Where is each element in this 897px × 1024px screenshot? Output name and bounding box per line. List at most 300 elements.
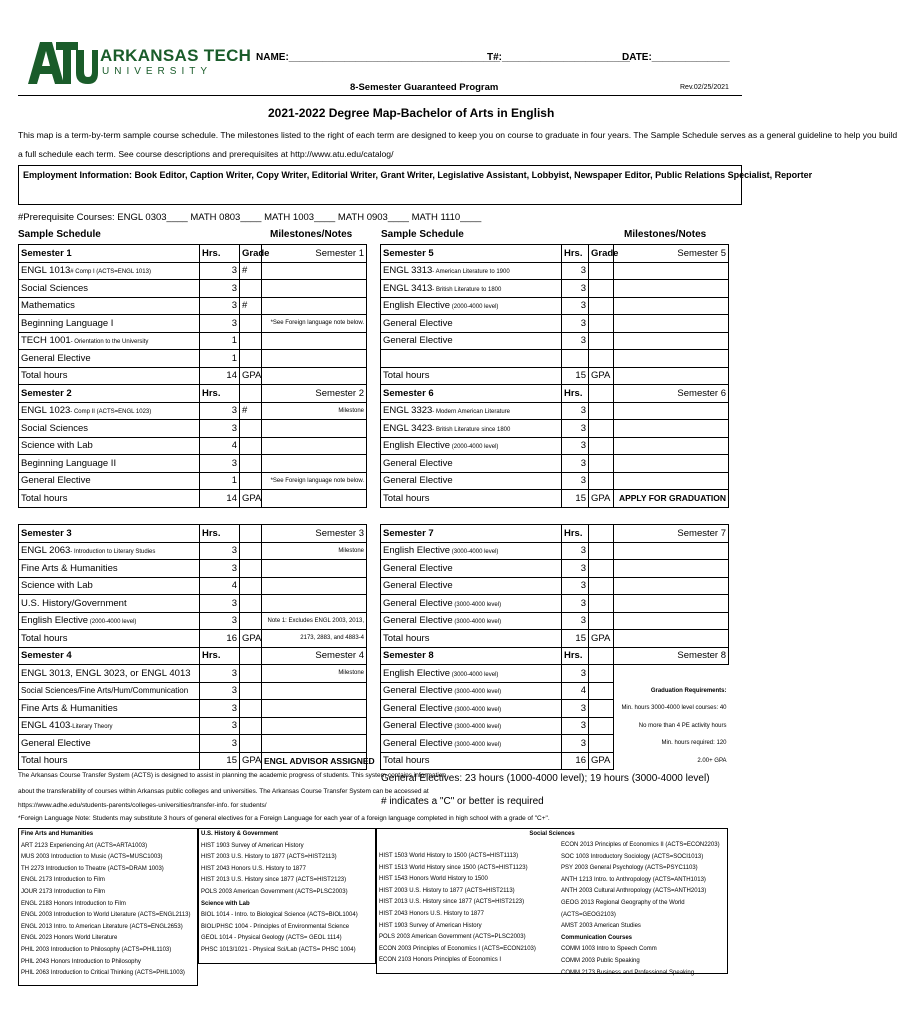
fah-items-2: TH 2273 Introduction to Theatre (ACTS=DRAM 1003): [21, 865, 164, 872]
table-row: [19, 280, 367, 298]
s6-rows-3-c: General Elective: [383, 457, 453, 469]
ush-items-2: HIST 2043 Honors U.S. History to 1877: [201, 865, 306, 872]
semester-7-total: [381, 630, 729, 648]
s6-rows-3-h: 3: [562, 455, 589, 473]
s1-rows-4-g: [240, 332, 262, 350]
s1-rows-1-g: [240, 280, 262, 298]
s2-rows-4-g: [240, 472, 262, 490]
ss-comm_head: Communication Courses: [561, 934, 633, 941]
atu-logo-mark: [26, 36, 98, 86]
s4-rows-4-n: [262, 735, 367, 753]
s4-rows-0-h: 3: [200, 665, 240, 683]
s2-total: 14: [200, 490, 240, 508]
s2-ms: Semester 2: [262, 385, 367, 403]
labels-total_hours: Total hours: [19, 630, 200, 648]
labels-gpa: GPA: [589, 752, 614, 770]
grade-legend: # indicates a "C" or better is required: [381, 796, 544, 807]
s8-rows-2-n: Min. hours 3000-4000 level courses: 40: [621, 705, 727, 712]
s3-rows-0-h: 3: [200, 542, 240, 560]
ush-items-0: HIST 1903 Survey of American History: [201, 842, 304, 849]
schedule-table-left: [18, 244, 375, 770]
table-row: [381, 280, 729, 298]
s5-rows-0-s: - American Literature to 1900: [432, 269, 510, 276]
s3-total: 16: [200, 630, 240, 648]
semester-6-header: [381, 385, 729, 403]
fah-items-10: PHIL 2043 Honors Introduction to Philosophy: [21, 958, 141, 965]
ss-left-8: ECON 2003 Principles of Economics I (ACTS=ECON2103): [379, 945, 536, 952]
ss-head: Social Sciences: [529, 831, 575, 837]
s8-rows-4-n: Min. hours required: 120: [661, 740, 727, 747]
s4-total: 15: [200, 752, 240, 770]
s1-rows-5-n: [262, 350, 367, 368]
s6-rows-1-h: 3: [562, 420, 589, 438]
s2-rows-1-h: 3: [200, 420, 240, 438]
table-row: [19, 682, 367, 700]
semester-2-title: Semester 2: [19, 385, 200, 403]
s4-rows-3-s: -Literary Theory: [70, 724, 113, 731]
table-row: [19, 717, 367, 735]
s4-rows-0-n: Milestone: [262, 665, 367, 683]
labels-grade: Grade: [589, 245, 614, 263]
table-row: [19, 612, 367, 630]
s2-rows-3-h: 3: [200, 455, 240, 473]
ss-right-3: ANTH 1213 Intro. to Anthropology (ACTS=ANTH1013): [561, 876, 706, 883]
s5-rows-3-h: 3: [562, 315, 589, 333]
s2-rows-3-g: [240, 455, 262, 473]
labels-hrs: Hrs.: [562, 245, 589, 263]
s7-rows-0-h: 3: [562, 542, 589, 560]
grade-header: Grade: [240, 245, 262, 263]
labels-total_hours: Total hours: [19, 367, 200, 385]
s7-rows-3-s: (3000-4000 level): [452, 601, 502, 608]
s1-rows-5-g: [240, 350, 262, 368]
s7-rows-4-c: General Elective: [383, 615, 453, 627]
table-row: [381, 560, 729, 578]
milestones-heading-left: Milestones/Notes: [270, 229, 353, 240]
s4-rows-2-h: 3: [200, 700, 240, 718]
fah-items-0: ART 2123 Experiencing Art (ACTS=ARTA1003): [21, 842, 148, 849]
prerequisite-courses: #Prerequisite Courses: ENGL 0303____ MATH 0803____ MATH 1003____ MATH 0903____ MATH 1110____: [18, 212, 482, 223]
s4-rows-2-c: Fine Arts & Humanities: [21, 702, 118, 714]
ush-sci_items-3: PHSC 1013/1021 - Physical Sci/Lab (ACTS= PHSC 1004): [201, 946, 356, 953]
labels-total_hours: Total hours: [381, 630, 562, 648]
s4-rows-1-h: 3: [200, 682, 240, 700]
s3-rows-1-n: [262, 560, 367, 578]
s3-total_note: 2173, 2883, and 4883-4: [262, 630, 367, 648]
table-row: [381, 297, 729, 315]
ush-sci_items-0: BIOL 1014 - Intro. to Biological Science (ACTS=BIOL1004): [201, 912, 358, 919]
labels-total_hours: Total hours: [381, 752, 562, 770]
s1-rows-0-n: [262, 262, 367, 280]
semester-4-total: [19, 752, 367, 770]
s6-rows-0-c: ENGL 3323: [383, 405, 433, 417]
s2-rows-2-n: [262, 437, 367, 455]
s8-rows-0-h: 3: [562, 665, 589, 683]
s1-rows-0-g: #: [240, 262, 262, 280]
s5-rows-0-h: 3: [562, 262, 589, 280]
s6-rows-0-h: 3: [562, 402, 589, 420]
s2-rows-1-c: Social Sciences: [21, 422, 89, 434]
intro-line-2: a full schedule each term. See course descriptions and prerequisites at http://www.atu.edu/catalog/: [18, 149, 394, 159]
s1-rows-2-g: #: [240, 297, 262, 315]
employment-info: [18, 165, 813, 205]
s2-rows-4-h: 1: [200, 472, 240, 490]
table-row: [19, 455, 367, 473]
ss-left-7: POLS 2003 American Government (ACTS=PLSC2003): [379, 934, 526, 941]
ss-left-6: HIST 1903 Survey of American History: [379, 922, 482, 929]
s5-ms: Semester 5: [614, 245, 729, 263]
s8-rows-4-c: General Elective: [383, 737, 453, 749]
s3-rows-2-n: [262, 577, 367, 595]
table-row: [381, 262, 729, 280]
semester-5-total: [381, 367, 729, 385]
ss-right-4: ANTH 2003 Cultural Anthropology (ACTS=ANTH2013): [561, 888, 707, 895]
s6-rows-2-s: (2000-4000 level): [450, 444, 499, 451]
s2-rows-1-n: [262, 420, 367, 438]
s1-rows-3-c: Beginning Language I: [21, 317, 114, 329]
semester-1-header: [19, 245, 367, 263]
labels-gpa: GPA: [240, 630, 262, 648]
table-row: [381, 455, 729, 473]
acts-note-line-2: about the transferability of courses within Arkansas public colleges and universities. The Arkansas Course Transfer System can be accessed at: [18, 788, 429, 795]
s2-rows-3-n: [262, 455, 367, 473]
s3-rows-3-h: 3: [200, 595, 240, 613]
labels-gpa: GPA: [589, 630, 614, 648]
table-row: [19, 297, 367, 315]
semester-8-header: [381, 647, 729, 665]
s7-rows-0-s: (3000-4000 level): [450, 549, 499, 556]
s7-rows-3-h: 3: [562, 595, 589, 613]
s1-rows-1-n: [262, 280, 367, 298]
ss-right-6: AMST 2003 American Studies: [561, 923, 641, 930]
s4-rows-3-n: [262, 717, 367, 735]
fine-arts-humanities-list: [18, 828, 198, 986]
s2-rows-0-n: Milestone: [262, 402, 367, 420]
s1-rows-0-c: ENGL 1013: [21, 265, 71, 277]
acts-note-line-1: The Arkansas Course Transfer System (ACTS) is designed to assist in planning the academic progress of students. This system contains information: [18, 772, 446, 779]
s7-rows-1-h: 3: [562, 560, 589, 578]
s5-rows-1-h: 3: [562, 280, 589, 298]
s6-ms: Semester 6: [614, 385, 729, 403]
s5-rows-4-c: General Elective: [383, 335, 453, 347]
program-label: 8-Semester Guaranteed Program: [350, 82, 499, 93]
s7-rows-2-c: General Elective: [383, 580, 453, 592]
semester-8-total: [381, 752, 729, 770]
labels-gpa: GPA: [589, 490, 614, 508]
s2-rows-0-g: #: [240, 402, 262, 420]
s1-rows-1-c: Social Sciences: [21, 282, 89, 294]
revision-date: Rev.02/25/2021: [680, 84, 729, 91]
s5-rows-2-c: English Elective: [383, 300, 451, 312]
s5-rows-2-h: 3: [562, 297, 589, 315]
labels-hrs: Hrs.: [200, 385, 240, 403]
semester-2-header: [19, 385, 367, 403]
ush-sci_items-1: BIOL/PHSC 1004 - Principles of Environmental Science: [201, 923, 350, 930]
s1-total: 14: [200, 367, 240, 385]
ss-left-1: HIST 1513 World History since 1500 (ACTS=HIST1123): [379, 864, 528, 871]
s1-rows-3-g: [240, 315, 262, 333]
general-electives-summary: General Electives: 23 hours (1000-4000 level); 19 hours (3000-4000 level): [381, 773, 710, 784]
labels-hrs: Hrs.: [200, 647, 240, 665]
semester-7-title: Semester 7: [381, 525, 562, 543]
s5-rows-3-c: General Elective: [383, 317, 453, 329]
s7-ms: Semester 7: [614, 525, 729, 543]
s5-total: 15: [562, 367, 589, 385]
s3-rows-4-n: Note 1: Excludes ENGL 2003, 2013,: [262, 612, 367, 630]
s4-rows-2-n: [262, 700, 367, 718]
s3-rows-2-h: 4: [200, 577, 240, 595]
semester-3-title: Semester 3: [19, 525, 200, 543]
semester-1-milestone-title: Semester 1: [262, 245, 367, 263]
s1-rows-2-n: [262, 297, 367, 315]
fah-items-1: MUS 2003 Introduction to Music (ACTS=MUSC1003): [21, 854, 163, 861]
s4-ms: Semester 4: [262, 647, 367, 665]
s1-rows-5-h: 1: [200, 350, 240, 368]
ss-right-1: SOC 1003 Introductory Sociology (ACTS=SOCI1013): [561, 853, 704, 860]
s3-rows-4-h: 3: [200, 612, 240, 630]
semester-1-total: [19, 367, 367, 385]
ss-comm-2: COMM 2173 Business and Professional Speaking: [561, 969, 695, 976]
s3-rows-1-c: Fine Arts & Humanities: [21, 562, 118, 574]
table-row: [381, 665, 729, 683]
s2-rows-3-c: Beginning Language II: [21, 457, 117, 469]
s8-rows-1-n: Graduation Requirements:: [650, 687, 727, 694]
fah-head: Fine Arts and Humanities: [21, 831, 94, 837]
table-row: [19, 402, 367, 420]
intro-line-1: This map is a term-by-term sample course schedule. The milestones listed to the right of each term are designed to keep you on course to graduate in four years. The Sample Schedule serves as a general guideline to help you build: [18, 130, 897, 140]
s8-rows-1-s: (3000-4000 level): [452, 689, 502, 696]
ush-head: U.S. History & Government: [201, 831, 279, 837]
s4-rows-4-c: General Elective: [21, 737, 91, 749]
page-title: 2021-2022 Degree Map-Bachelor of Arts in English: [268, 106, 555, 120]
table-row: [19, 577, 367, 595]
semester-2-total: [19, 490, 367, 508]
s5-rows-0-c: ENGL 3313: [383, 265, 433, 277]
s3-ms: Semester 3: [262, 525, 367, 543]
s1-rows-2-c: Mathematics: [21, 300, 75, 312]
table-row: [19, 542, 367, 560]
s2-rows-2-h: 4: [200, 437, 240, 455]
table-row: [381, 315, 729, 333]
s6-rows-4-c: General Elective: [383, 475, 453, 487]
labels-total_hours: Total hours: [381, 367, 562, 385]
s7-rows-4-h: 3: [562, 612, 589, 630]
table-row: [381, 735, 729, 753]
table-row: [19, 262, 367, 280]
s6-rows-2-h: 3: [562, 437, 589, 455]
table-row: [19, 700, 367, 718]
labels-gpa: GPA: [240, 752, 262, 770]
ss-left-3: HIST 2003 U.S. History to 1877 (ACTS=HIST2113): [379, 887, 515, 894]
ush-items-4: POLS 2003 American Government (ACTS=PLSC2003): [201, 888, 348, 895]
s7-rows-3-c: General Elective: [383, 597, 453, 609]
fah-items-4: JOUR 2173 Introduction to Film: [21, 888, 106, 895]
s3-rows-4-s: (2000-4000 level): [88, 619, 137, 626]
s2-rows-2-c: Science with Lab: [21, 440, 93, 452]
s8-rows-4-s: (3000-4000 level): [452, 741, 502, 748]
sample-schedule-heading-left: Sample Schedule: [18, 229, 101, 240]
table-row: [19, 560, 367, 578]
s8-ms: Semester 8: [614, 647, 729, 665]
table-row: [19, 420, 367, 438]
semester-8-title: Semester 8: [381, 647, 562, 665]
table-row: [381, 437, 729, 455]
foreign-language-note: *Foreign Language Note: Students may substitute 3 hours of general electives for a Foreign Language for each year of a foreign language completed in high school with a grade of "C+".: [18, 815, 550, 822]
table-row: [19, 437, 367, 455]
s1-rows-0-h: 3: [200, 262, 240, 280]
header-divider: [18, 95, 742, 96]
ss-left-2: HIST 1543 Honors World History to 1500: [379, 876, 488, 883]
semester-3-header: [19, 525, 367, 543]
fah-items-9: PHIL 2003 Introduction to Philosophy (ACTS=PHIL1103): [21, 946, 172, 953]
s3-rows-3-c: U.S. History/Government: [21, 597, 127, 609]
fah-items-5: ENGL 2183 Honors Introduction to Film: [21, 900, 126, 907]
s2-rows-1-g: [240, 420, 262, 438]
s8-rows-4-h: 3: [562, 735, 589, 753]
acts-link[interactable]: https://www.adhe.edu/students-parents/colleges-universities/transfer-info. for students/: [18, 802, 267, 809]
s8-rows-3-c: General Elective: [383, 720, 453, 732]
table-row: [381, 700, 729, 718]
s1-rows-0-s: # Comp I (ACTS=ENGL 1013): [70, 269, 151, 276]
table-row: [19, 472, 367, 490]
s7-rows-0-c: English Elective: [383, 545, 451, 557]
s8-total_note: 2.00+ GPA: [697, 757, 727, 764]
s1-rows-3-h: 3: [200, 315, 240, 333]
s3-rows-4-c: English Elective: [21, 615, 89, 627]
s1-rows-1-h: 3: [200, 280, 240, 298]
s2-rows-0-s: - Comp II (ACTS=ENGL 1023): [70, 409, 152, 416]
labels-hrs: Hrs.: [562, 525, 589, 543]
table-row: [19, 332, 367, 350]
ss-right-2: PSY 2003 General Psychology (ACTS=PSYC1103): [561, 865, 698, 872]
milestones-heading-right: Milestones/Notes: [624, 229, 707, 240]
s8-rows-1-h: 4: [562, 682, 589, 700]
s7-rows-2-h: 3: [562, 577, 589, 595]
fah-items-7: ENGL 2013 Intro. to American Literature (ACTS=ENGL2653): [21, 923, 183, 930]
ss-right-5: GEOG 2013 Regional Geography of the World (ACTS=GEOG2103): [561, 899, 685, 918]
s1-rows-3-n: *See Foreign language note below.: [262, 315, 367, 333]
s8-rows-2-c: General Elective: [383, 702, 453, 714]
advisor-assigned: ENGL ADVISOR ASSIGNED: [262, 752, 367, 770]
s7-rows-1-c: General Elective: [383, 562, 453, 574]
s1-rows-4-h: 1: [200, 332, 240, 350]
s8-rows-0-c: English Elective: [383, 667, 451, 679]
table-row: [381, 402, 729, 420]
ss-left-9: ECON 2103 Honors Principles of Economics I: [379, 957, 502, 964]
s5-rows-4-h: 3: [562, 332, 589, 350]
ush-sci_head: Science with Lab: [201, 900, 250, 907]
s4-rows-3-h: 3: [200, 717, 240, 735]
fah-items-6: ENGL 2003 Introduction to World Literature (ACTS=ENGL2113): [21, 912, 191, 919]
s8-rows-3-h: 3: [562, 717, 589, 735]
s1-rows-4-s: - Orientation to the University: [70, 339, 149, 346]
s3-rows-2-c: Science with Lab: [21, 580, 93, 592]
labels-hrs: Hrs.: [562, 647, 589, 665]
t-number-field[interactable]: T#:_______________________: [487, 52, 630, 63]
fah-items-8: ENGL 2023 Honors World Literature: [21, 935, 118, 942]
table-row: [381, 542, 729, 560]
labels-gpa: GPA: [240, 367, 262, 385]
date-field[interactable]: DATE:______________: [622, 52, 730, 63]
s2-rows-2-g: [240, 437, 262, 455]
s6-rows-4-h: 3: [562, 472, 589, 490]
ush-sci_items-2: GEOL 1014 - Physical Geology (ACTS= GEOL 1114): [201, 935, 342, 942]
s8-rows-3-n: No more than 4 PE activity hours: [638, 722, 727, 729]
ss-left-0: HIST 1503 World History to 1500 (ACTS=HIST1113): [379, 853, 519, 859]
name-field[interactable]: NAME:______________________________________: [256, 52, 501, 63]
s7-rows-4-s: (3000-4000 level): [452, 619, 502, 626]
semester-3-total: [19, 630, 367, 648]
labels-total_hours: Total hours: [19, 490, 200, 508]
table-row: [381, 682, 729, 700]
table-row: [381, 332, 729, 350]
s6-rows-1-c: ENGL 3423: [383, 422, 433, 434]
table-row: [381, 472, 729, 490]
s6-rows-2-c: English Elective: [383, 440, 451, 452]
s2-rows-0-c: ENGL 1023: [21, 405, 71, 417]
fah-items-3: ENGL 2173 Introduction to Film: [21, 877, 105, 884]
s4-rows-1-c: Social Sciences/Fine Arts/Hum/Communication: [21, 686, 189, 696]
sample-schedule-heading-right: Sample Schedule: [381, 229, 464, 240]
semester-1-title: Semester 1: [19, 245, 200, 263]
fah-items-11: PHIL 2063 Introduction to Critical Thinking (ACTS=PHIL1003): [21, 970, 185, 977]
table-row: [381, 577, 729, 595]
labels-total_hours: Total hours: [381, 490, 562, 508]
ss-right-0: ECON 2013 Principles of Economics II (ACTS=ECON2203): [561, 842, 720, 848]
table-row: [19, 665, 367, 683]
labels-hrs: Hrs.: [200, 525, 240, 543]
table-row: [19, 350, 367, 368]
labels-gpa: GPA: [589, 367, 614, 385]
semester-4-title: Semester 4: [19, 647, 200, 665]
us-history-government-list: [198, 828, 376, 964]
s8-total: 16: [562, 752, 589, 770]
hrs-header: Hrs.: [200, 245, 240, 263]
s8-rows-3-s: (3000-4000 level): [452, 724, 502, 731]
apply-for-graduation: APPLY FOR GRADUATION: [614, 490, 729, 508]
logo-name: ARKANSAS TECH: [100, 46, 252, 65]
s5-rows-1-s: - British Literature to 1800: [432, 286, 502, 293]
semester-5-header: [381, 245, 729, 263]
table-row: [19, 595, 367, 613]
s8-rows-0-s: (3000-4000 level): [450, 671, 499, 678]
table-row: [19, 315, 367, 333]
semester-4-header: [19, 647, 367, 665]
s3-rows-1-h: 3: [200, 560, 240, 578]
s1-rows-5-c: General Elective: [21, 352, 91, 364]
s5-rows-2-s: (2000-4000 level): [450, 304, 499, 311]
table-row: [381, 595, 729, 613]
logo-subtitle: UNIVERSITY: [102, 66, 213, 77]
ss-left-5: HIST 2043 Honors U.S. History to 1877: [379, 910, 484, 917]
semester-6-title: Semester 6: [381, 385, 562, 403]
s4-rows-1-n: [262, 682, 367, 700]
s8-rows-2-h: 3: [562, 700, 589, 718]
labels-gpa: GPA: [240, 490, 262, 508]
social-sciences-list: [376, 828, 728, 974]
semester-5-title: Semester 5: [381, 245, 562, 263]
labels-total_hours: Total hours: [19, 752, 200, 770]
table-row: [381, 612, 729, 630]
semester-7-header: [381, 525, 729, 543]
university-logo: [26, 36, 252, 90]
table-row: [19, 735, 367, 753]
s8-rows-0-n: [614, 665, 729, 683]
s3-rows-0-n: Milestone: [262, 542, 367, 560]
s1-rows-4-c: TECH 1001: [21, 335, 71, 347]
employment-text: Employment Information: Book Editor, Caption Writer, Copy Writer, Editorial Writer, Grant Writer, Legislative Assistant, Lobbyist, Newspaper Editor, Public Relations Specialist, Reporter: [23, 170, 813, 180]
s6-rows-1-s: - British Literature since 1800: [432, 426, 511, 433]
